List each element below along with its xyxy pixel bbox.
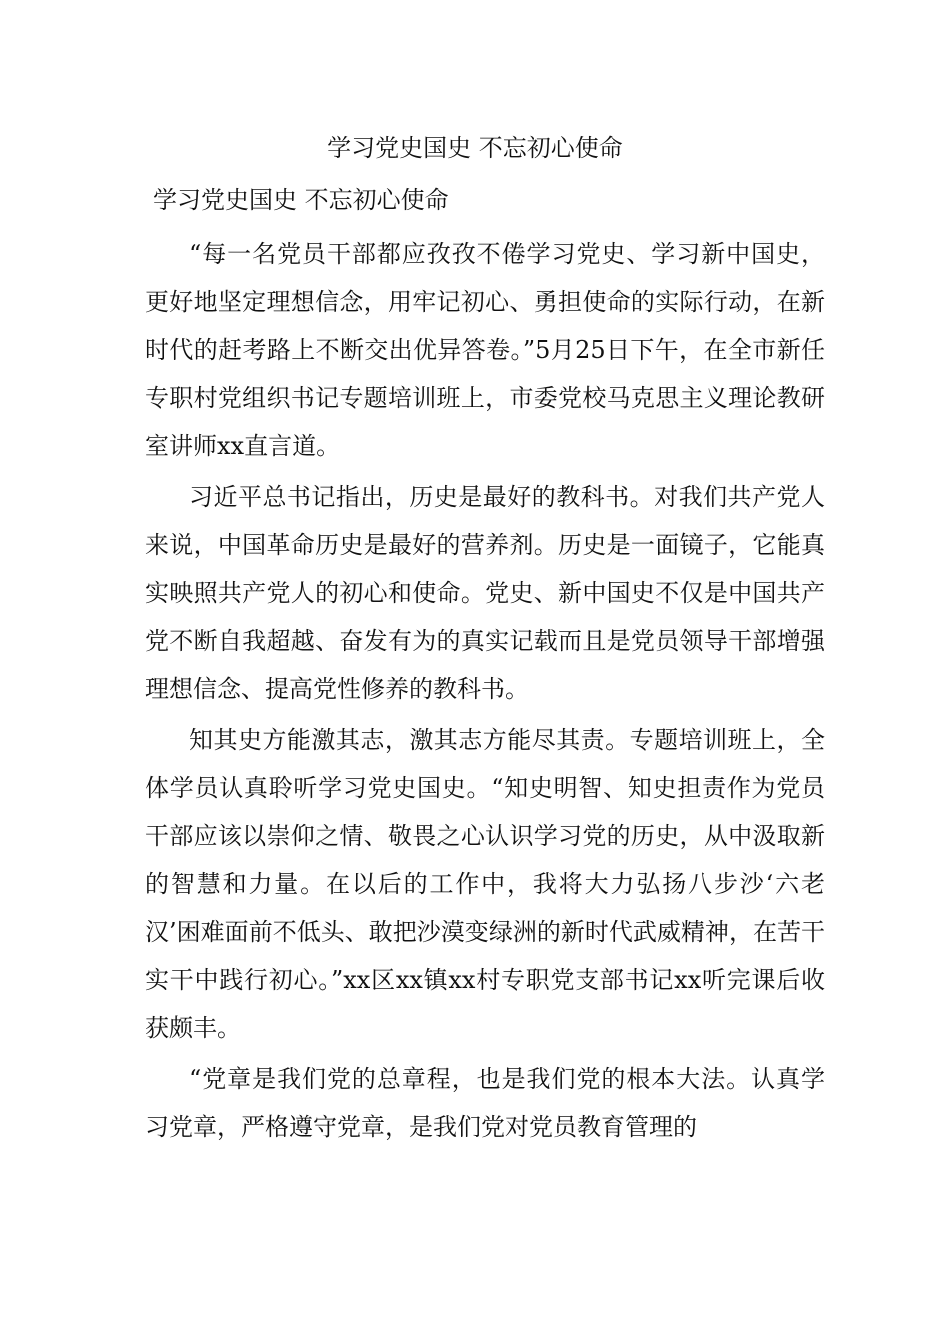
- paragraph: “每一名党员干部都应孜孜不倦学习党史、学习新中国史，更好地坚定理想信念，用牢记初心、勇担使命的实际行动，在新时代的赶考路上不断交出优异答卷。”5月25日下午，在全市新任专职村党组织书记专题培训班上，市委党校马克思主义理论教研室讲师xx直言道。: [145, 240, 825, 460]
- paragraph: 知其史方能激其志，激其志方能尽其责。专题培训班上，全体学员认真聆听学习党史国史。“知史明智、知史担责作为党员干部应该以崇仰之情、敬畏之心认识学习党的历史，从中汲取新的智慧和力量。在以后的工作中，我将大力弘扬八步沙‘六老汉’困难面前不低头、敢把沙漠变绿洲的新时代武威精神，在苦干实干中践行初心。”xx区xx镇xx村专职党支部书记xx听完课后收获颇丰。: [145, 726, 825, 1042]
- paragraph: “党章是我们党的总章程，也是我们党的根本大法。认真学习党章，严格遵守党章，是我们党对党员教育管理的: [145, 1065, 825, 1141]
- document-title: 学习党史国史 不忘初心使命: [327, 134, 623, 162]
- paragraph: 习近平总书记指出，历史是最好的教科书。对我们共产党人来说，中国革命历史是最好的营养剂。历史是一面镜子，它能真实映照共产党人的初心和使命。党史、新中国史不仅是中国共产党不断自我超越、奋发有为的真实记载而且是党员领导干部增强理想信念、提高党性修养的教科书。: [145, 483, 825, 703]
- document-body: [145, 230, 825, 1151]
- document-subtitle: 学习党史国史 不忘初心使命: [153, 186, 449, 214]
